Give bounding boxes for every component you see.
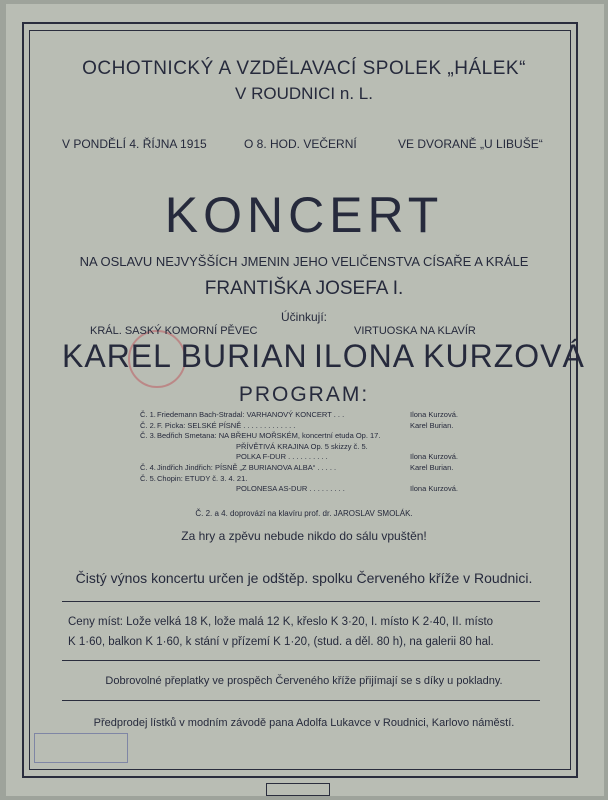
program-list [140,410,480,495]
program-item [140,431,480,442]
program-item-piece: POLONESA AS-DUR . . . . . . . . . [236,484,345,494]
program-item-number: Č. 2. [140,420,156,430]
program-item [140,463,480,474]
program-item-piece: Jindřich Jindřich: PÍSNĚ „Z BURIANOVA ALBA“ . . . . . [157,462,337,472]
divider [62,601,540,602]
concert-venue: VE DVORANĚ „U LIBUŠE“ [398,137,543,151]
printer-mark [266,783,330,796]
divider [62,700,540,701]
program-item [140,474,480,485]
occasion-text: NA OSLAVU NEJVYŠŠÍCH JMENIN JEHO VELIČENSTVA CÍSAŘE A KRÁLE [79,254,529,269]
program-item [140,484,480,495]
program-item-number: Č. 3. [140,431,156,441]
participants-label: Účinkují: [280,310,327,324]
performer-role-2: VIRTUOSKA NA KLAVÍR [354,325,476,337]
program-item-number: Č. 1. [140,410,156,419]
emperor-name: FRANTIŠKA JOSEFA I. [204,278,404,299]
program-item-piece: Bedřich Smetana: NA BŘEHU MOŘSKÉM, koncertní etuda Op. 17. [157,431,381,441]
program-item [140,421,480,432]
price-list [68,612,538,652]
donations-notice: Dobrovolné přeplatky ve prospěch Červeného kříže přijímají se s díky u pokladny. [105,675,503,687]
program-item-number: Č. 5. [140,473,156,483]
program-item-performer: Ilona Kurzová. [410,484,458,494]
program-item-performer: Ilona Kurzová. [410,410,458,419]
program-item-performer: Ilona Kurzová. [410,452,458,462]
program-item-piece: Friedemann Bach-Stradal: VARHANOVÝ KONCERT . . . [157,410,345,419]
concert-time: O 8. HOD. VEČERNÍ [244,137,357,151]
divider [62,660,540,661]
program-item-piece: F. Picka: SELSKÉ PÍSNĚ . . . . . . . . . . . . . [157,420,296,430]
concert-title: KONCERT [164,187,444,243]
accompaniment-note: Č. 2. a 4. doprovází na klavíru prof. dr. JAROSLAV SMOLÁK. [195,509,413,518]
program-heading: PROGRAM: [238,383,370,406]
program-item-number: Č. 4. [140,462,156,472]
program-item-piece: Chopin: ETUDY č. 3. 4. 21. [157,473,248,483]
program-item-piece: PŘÍVĚTIVÁ KRAJINA Op. 5 skizzy č. 5. [236,441,368,451]
archive-stamp [34,733,128,763]
program-item [140,452,480,463]
society-name: OCHOTNICKÝ A VZDĚLAVACÍ SPOLEK „HÁLEK“ [82,58,526,79]
performer-name-2: ILONA KURZOVÁ [314,338,585,374]
price-line-1: Ceny míst: Lože velká 18 K, lože malá 12 K, křeslo K 3·20, I. místo K 2·40, II. místo [68,616,494,628]
program-item-performer: Karel Burian. [410,420,454,430]
entry-notice: Za hry a zpěvu nebude nikdo do sálu vpuštěn! [181,529,427,543]
program-item [140,442,480,453]
performer-role-1: KRÁL. SASKÝ KOMORNÍ PĚVEC [90,325,258,337]
performer-name-1: KAREL BURIAN [62,338,308,374]
town-name: V ROUDNICI n. L. [235,84,373,103]
presale-notice: Předprodej lístků v modním závodě pana Adolfa Lukavce v Roudnici, Karlovo náměstí. [93,717,515,729]
price-line-2: K 1·60, balkon K 1·60, k stání v přízemí K 1·20, (stud. a děl. 80 h), na galerii 80 hal. [68,636,494,648]
program-item-piece: POLKA F-DUR . . . . . . . . . . [236,452,328,462]
program-item-performer: Karel Burian. [410,462,454,472]
concert-date: V PONDĚLÍ 4. ŘÍJNA 1915 [62,137,207,151]
proceeds-notice: Čistý výnos koncertu určen je odštěp. spolku Červeného kříže v Roudnici. [75,570,533,586]
program-item [140,410,480,421]
